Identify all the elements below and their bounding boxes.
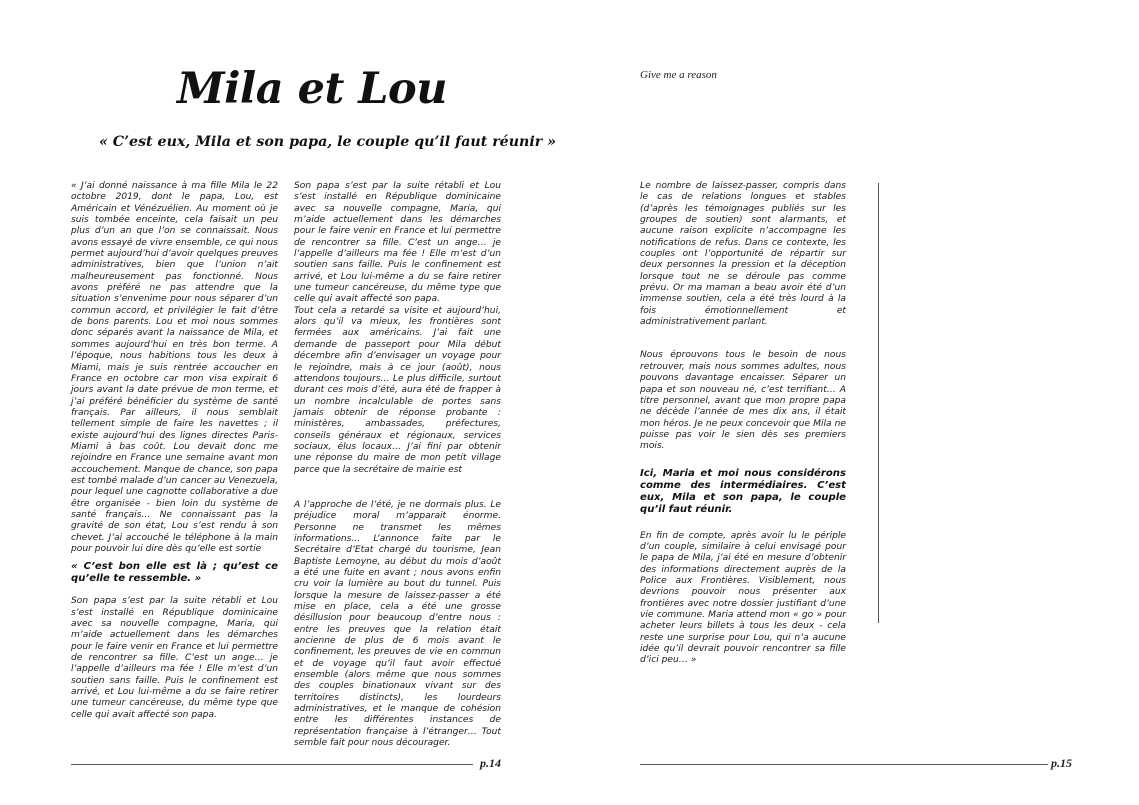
right-page <box>569 0 1139 805</box>
pull-quote: Ici, Maria et moi nous considérons comme des intermédiaires. C’est eux, Mila et son papa, le couple qu’il faut réunir. <box>640 467 846 515</box>
paragraph: Nous éprouvons tous le besoin de nous retrouver, mais nous sommes adultes, nous pouvons davantage encaisser. Séparer un papa et son nouveau né, c’est terrifiant… A titre personnel, avant que mon propre papa ne décède l’année de mes dix ans, il était mon héros. Je ne peux concevoir que Mila ne puisse pas voir le sien dès ses premiers mois. <box>640 350 846 452</box>
page-number: p.14 <box>480 756 501 770</box>
paragraph: A l’approche de l’été, je ne dormais plus. Le préjudice moral m’apparait énorme. Personne ne transmet les mêmes informations… L’annonce faite par le Secrétaire d’Etat chargé du tourisme, Jean Baptiste Lemoyne, au début du mois d’août a été une fuite en avant ; nous avons enfin cru voir la lumière au bout du tunnel. Puis lorsque la mesure de laissez-passer a été mise en place, cela a été une grosse désillusion pour beaucoup d’entre nous : entre les preuves que la relation était ancienne de plus de 6 mois avant le confinement, les preuves de vie en commun et de voyage qu’il faut avoir effectué ensemble (alors même que nous sommes des couples binationaux vivant sur des territoires distincts), les lourdeurs administratives, et le manque de cohésion entre les différentes instances de représentation française à l’étranger… Tout semble fait pour nous décourager. <box>294 499 501 749</box>
paragraph: Son papa s’est par la suite rétabli et Lou s’est installé en République dominicaine avec sa nouvelle compagne, Maria, qui m’aide actuellement dans les démarches pour le faire venir en France et lui permettre de rencontrer sa fille. C’est un ange… je l’appelle d’ailleurs ma fée ! Elle m’est d’un soutien sans faille. Puis le confinement est arrivé, et Lou lui-même a du se faire retirer une tumeur cancéreuse, du même type que celle qui avait affecté son papa. <box>71 596 278 720</box>
running-head: Give me a reason <box>640 69 717 81</box>
paragraph: « J’ai donné naissance à ma fille Mila le 22 octobre 2019, dont le papa, Lou, est Américain et Vénézuélien. Au moment où je suis tombée enceinte, cela faisait un peu plus d’un an que l’on se connaissait. Nous avons essayé de vivre ensemble, ce qui nous permet aujourd’hui d’avoir quelques preuves administratives, bien que l’union n’ait malheureusement pas fonctionné. Nous avons préféré ne pas attendre que la situation s’envenime pour nous séparer d’un commun accord, et privilégier le fait d’être de bons parents. Lou et moi nous sommes donc séparés avant la naissance de Mila, et sommes aujourd’hui en très bon terme. A l’époque, nous habitions tous les deux à Miami, mais je suis rentrée accoucher en France en octobre car mon visa expirait 6 jours avant la date prévue de mon terme, et j’ai préféré bénéficier du système de santé français. Par ailleurs, il nous semblait tellement simple de faire les navettes ; il existe aujourd’hui des lignes directes Paris-Miami à bas coût. Lou devait donc me rejoindre en France une semaine avant mon accouchement. Manque de chance, son papa est tombé malade d’un cancer au Venezuela, pour lequel une cagnotte collaborative a due être organisée - bien loin du système de santé français… Ne connaissant pas la gravité de son état, Lou s’est rendu à son chevet. J’ai accouché le téléphone à la main pour pouvoir lui dire dès qu’elle est sortie <box>71 181 278 554</box>
article-subtitle: « C’est eux, Mila et son papa, le couple qu’il faut réunir » <box>99 134 557 150</box>
paragraph: Son papa s’est par la suite rétabli et Lou s’est installé en République dominicaine avec sa nouvelle compagne, Maria, qui m’aide actuellement dans les démarches pour le faire venir en France et lui permettre de rencontrer sa fille. C’est un ange… je l’appelle d’ailleurs ma fée ! Elle m’est d’un soutien sans faille. Puis le confinement est arrivé, et Lou lui-même a du se faire retirer une tumeur cancéreuse, du même type que celle qui avait affecté son papa. <box>294 181 501 305</box>
paragraph: Tout cela a retardé sa visite et aujourd’hui, alors qu’il va mieux, les frontières sont fermées aux américains. J’ai fait une demande de passeport pour Mila début décembre afin d’envisager un voyage pour le rejoindre, mais à ce jour (août), nous attendons toujours… Le plus difficile, surtout durant ces mois d’été, aura été de frapper à un nombre incalculable de portes sans jamais obtenir de réponse probante : ministères, ambassades, préfectures, conseils généraux et régionaux, services sociaux, élus locaux… J’ai fini par obtenir une réponse du maire de mon petit village parce que la secrétaire de mairie est <box>294 305 501 475</box>
column-rule <box>878 183 879 623</box>
paragraph: En fin de compte, après avoir lu le périple d’un couple, similaire à celui envisagé pour le papa de Mila, j’ai été en mesure d’obtenir des informations directement auprès de la Police aux Frontières. Visiblement, nous devrions pouvoir nous présenter aux frontières avec notre dossier justifiant d’une vie commune. Maria attend mon « go » pour acheter leurs billets à tous les deux - cela reste une surprise pour Lou, qui n’a aucune idée qu’il devrait pouvoir rencontrer sa fille d’ici peu… » <box>640 530 846 666</box>
paragraph: Le nombre de laissez-passer, compris dans le cas de relations longues et stables (d’après les témoignages publiés sur les groupes de soutien) sont alarmants, et aucune raison explicite n’accompagne les notifications de refus. Dans ce contexte, les couples ont l’opportunité de répartir sur deux personnes la pression et la déception lorsque tout ne se déroule pas comme prévu. Or ma maman a beau avoir été d’un immense soutien, cela a été très lourd à la fois émotionnellement et administrativement parlant. <box>640 181 846 328</box>
page-number: p.15 <box>1051 756 1072 770</box>
left-column-1 <box>71 181 278 732</box>
footer-rule <box>71 764 473 765</box>
left-column-2 <box>294 181 501 761</box>
left-page <box>0 0 569 805</box>
pull-quote: « C’est bon elle est là ; qu’est ce qu’elle te ressemble. » <box>71 561 278 585</box>
footer-rule <box>640 764 1048 765</box>
article-title: Mila et Lou <box>177 64 447 114</box>
right-column <box>640 181 846 678</box>
